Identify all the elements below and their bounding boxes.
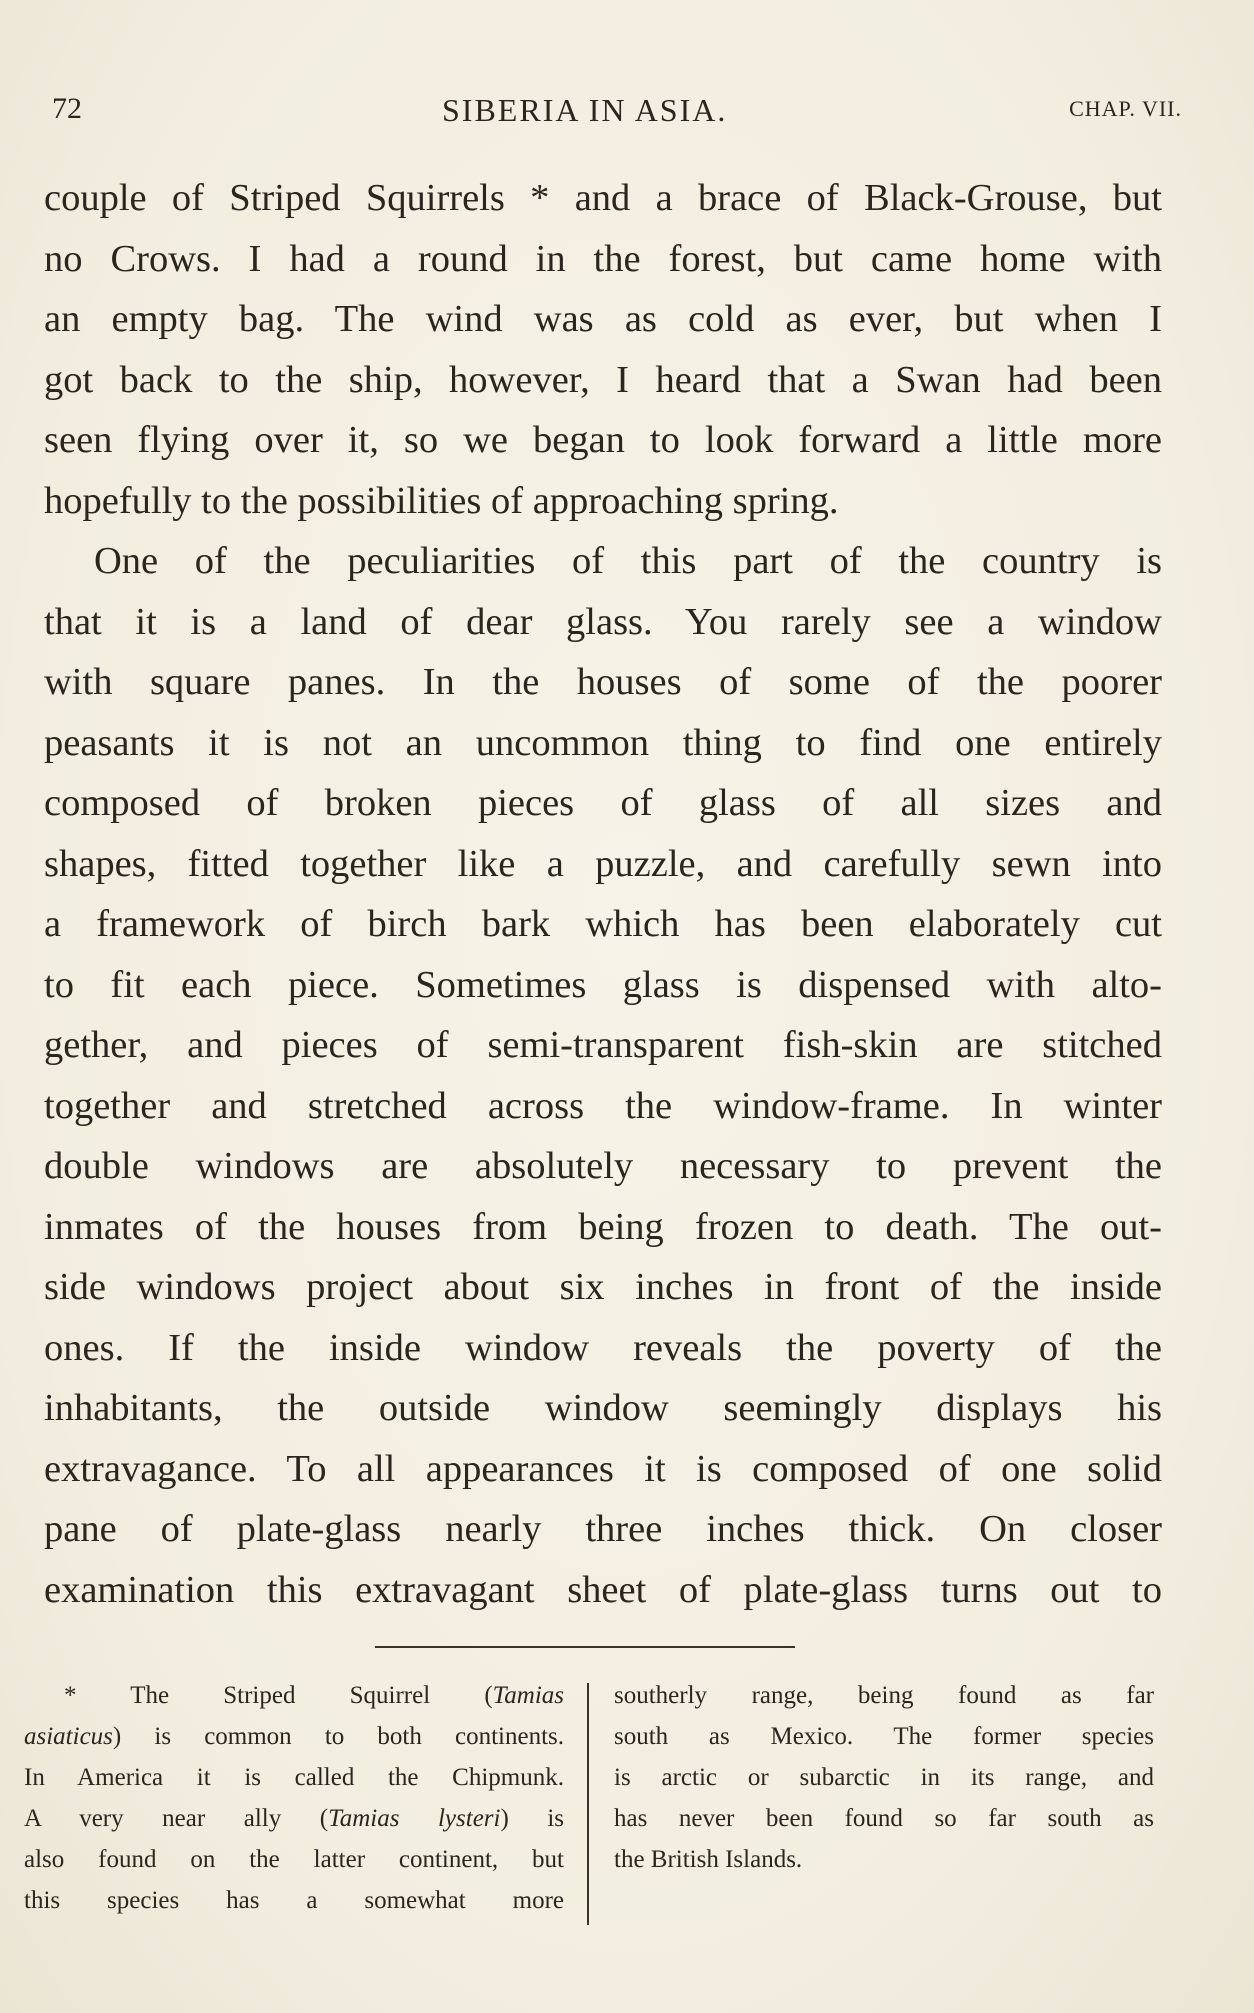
text-line: shapes, fitted together like a puzzle, and carefully sewn into [44, 842, 1162, 885]
footnote-line [24, 1675, 564, 1716]
text-line: inmates of the houses from being frozen to death. The out- [44, 1205, 1162, 1248]
text-line: seen flying over it, so we began to look forward a little more [44, 419, 1162, 461]
footnote-line: this species has a somewhat more [24, 1887, 564, 1914]
text-line: One of the peculiarities of this part of the country is [94, 540, 1162, 582]
text-line: that it is a land of dear glass. You rarely see a window [44, 600, 1162, 643]
text-line: extravagance. To all appearances it is composed of one solid [44, 1447, 1162, 1490]
text-line: ones. If the inside window reveals the poverty of the [44, 1326, 1162, 1369]
footnote-text: * The Striped Squirrel ( [64, 1682, 493, 1709]
footnote-line [24, 1716, 564, 1757]
text-line: inhabitants, the outside window seemingly displays his [44, 1387, 1162, 1429]
footnote [24, 1675, 1164, 1935]
footnote-line: southerly range, being found as far [614, 1682, 1154, 1709]
running-head [52, 92, 1182, 132]
text-line: peasants it is not an uncommon thing to find one entirely [44, 721, 1162, 764]
text-line: couple of Striped Squirrels * and a brace of Black-Grouse, but [44, 177, 1162, 219]
footnote-line [24, 1798, 564, 1839]
text-line: hopefully to the possibilities of approaching spring. [44, 479, 839, 522]
chapter-reference: CHAP. VII. [1069, 96, 1182, 121]
text-line: to fit each piece. Sometimes glass is dispensed with alto- [44, 963, 1162, 1006]
footnote-line: is arctic or subarctic in its range, and [614, 1764, 1154, 1791]
text-line: examination this extravagant sheet of plate-glass turns out to [44, 1568, 1162, 1611]
text-line: an empty bag. The wind was as cold as ever, but when I [44, 298, 1162, 340]
footnote-left-column [24, 1675, 564, 1921]
text-line: together and stretched across the window-frame. In winter [44, 1084, 1162, 1127]
text-line: no Crows. I had a round in the forest, but came home with [44, 237, 1162, 280]
footnote-right-column [614, 1675, 1154, 1880]
scientific-name: Tamias [492, 1682, 564, 1709]
footnote-text: A very near ally ( [24, 1805, 329, 1832]
text-line: pane of plate-glass nearly three inches thick. On closer [44, 1508, 1162, 1550]
footnote-line: the British Islands. [614, 1846, 803, 1873]
text-line: with square panes. In the houses of some of the poorer [44, 661, 1162, 703]
footnote-line: also found on the latter continent, but [24, 1846, 564, 1873]
page-number: 72 [52, 92, 82, 125]
text-line: side windows project about six inches in front of the inside [44, 1266, 1162, 1308]
scientific-name: Tamias lysteri [328, 1805, 501, 1832]
footnote-line: has never been found so far south as [614, 1805, 1154, 1832]
footnote-line: south as Mexico. The former species [614, 1723, 1154, 1750]
footnote-separator-rule [375, 1646, 795, 1648]
text-line: double windows are absolutely necessary to prevent the [44, 1145, 1162, 1187]
running-title: SIBERIA IN ASIA. [442, 92, 728, 128]
text-line: gether, and pieces of semi-transparent fish-skin are stitched [44, 1024, 1162, 1066]
footnote-line: In America it is called the Chipmunk. [24, 1764, 564, 1791]
body-text [44, 168, 1162, 1620]
text-line: composed of broken pieces of glass of all sizes and [44, 782, 1162, 824]
text-line: got back to the ship, however, I heard that a Swan had been [44, 358, 1162, 401]
footnote-text: ) is [500, 1805, 565, 1832]
text-line: a framework of birch bark which has been elaborately cut [44, 903, 1162, 945]
scientific-name: asiaticus [24, 1723, 113, 1750]
footnote-text: ) is common to both continents. [112, 1723, 564, 1750]
footnote-column-divider [587, 1683, 589, 1925]
